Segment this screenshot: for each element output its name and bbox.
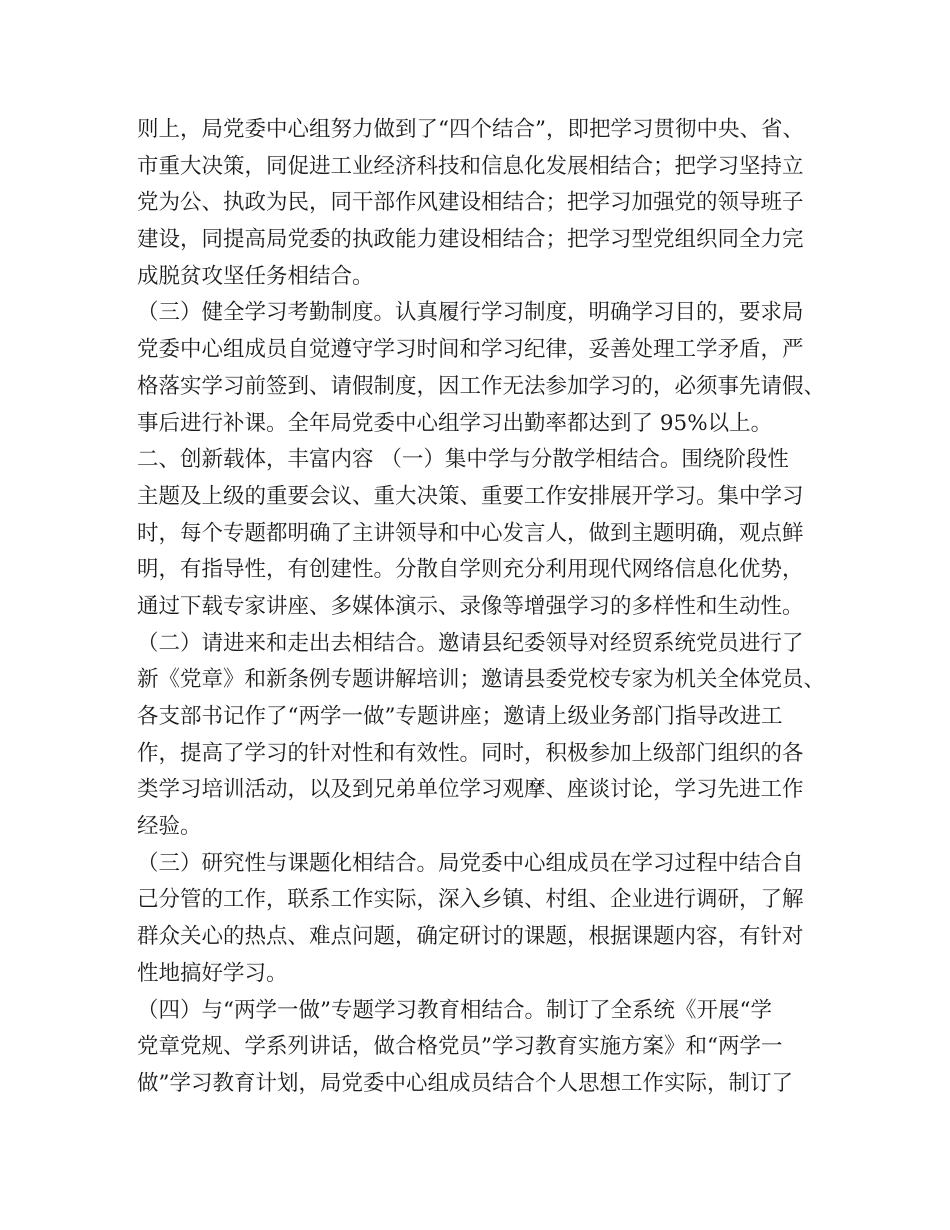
body-text xyxy=(137,112,837,1103)
text-line: （二）请进来和走出去相结合。邀请县纪委领导对经贸系统党员进行了 xyxy=(137,630,804,656)
text-line: （三）健全学习考勤制度。认真履行学习制度，明确学习目的，要求局 xyxy=(137,300,804,326)
text-line: 格落实学习前签到、请假制度，因工作无法参加学习的，必须事先请假、 xyxy=(137,373,826,399)
text-line: 类学习培训活动，以及到兄弟单位学习观摩、座谈讨论，学习先进工作 xyxy=(137,777,804,803)
text-line: 时，每个专题都明确了主讲领导和中心发言人，做到主题明确，观点鲜 xyxy=(137,520,804,546)
text-line: （四）与“两学一做”专题学习教育相结合。制订了全系统《开展“学 xyxy=(137,997,772,1023)
text-line: 二、创新载体，丰富内容 （一）集中学与分散学相结合。围绕阶段性 xyxy=(137,447,789,473)
text-line: 成脱贫攻坚任务相结合。 xyxy=(137,263,374,289)
text-line: 经验。 xyxy=(137,814,202,840)
text-line: 则上，局党委中心组努力做到了“四个结合”，即把学习贯彻中央、省、 xyxy=(137,117,804,142)
text-line: 新《党章》和新条例专题讲解培训；邀请县委党校专家为机关全体党员、 xyxy=(137,667,826,693)
text-line: 事后进行补课。全年局党委中心组学习出勤率都达到了 95%以上。 xyxy=(137,410,773,436)
text-line: 做”学习教育计划，局党委中心组成员结合个人思想工作实际，制订了 xyxy=(137,1070,793,1096)
text-line: 明，有指导性，有创建性。分散自学则充分利用现代网络信息化优势， xyxy=(137,557,804,583)
text-line: 市重大决策，同促进工业经济科技和信息化发展相结合；把学习坚持立 xyxy=(137,153,804,179)
text-line: 作，提高了学习的针对性和有效性。同时，积极参加上级部门组织的各 xyxy=(137,740,804,766)
text-line: 己分管的工作，联系工作实际，深入乡镇、村组、企业进行调研，了解 xyxy=(137,887,804,913)
text-line: （三）研究性与课题化相结合。局党委中心组成员在学习过程中结合自 xyxy=(137,850,804,876)
text-line: 党委中心组成员自觉遵守学习时间和学习纪律，妥善处理工学矛盾，严 xyxy=(137,337,804,363)
text-line: 性地搞好学习。 xyxy=(137,960,288,986)
text-line: 通过下载专家讲座、多媒体演示、录像等增强学习的多样性和生动性。 xyxy=(137,593,804,619)
text-line: 建设，同提高局党委的执政能力建设相结合；把学习型党组织同全力完 xyxy=(137,227,804,253)
text-line: 各支部书记作了“两学一做”专题讲座；邀请上级业务部门指导改进工 xyxy=(137,704,783,729)
text-line: 群众关心的热点、难点问题，确定研讨的课题，根据课题内容，有针对 xyxy=(137,924,804,950)
text-line: 党为公、执政为民，同干部作风建设相结合；把学习加强党的领导班子 xyxy=(137,190,804,216)
text-line: 党章党规、学系列讲话，做合格党员”学习教育实施方案》和“两学一 xyxy=(137,1034,783,1060)
text-line: 主题及上级的重要会议、重大决策、重要工作安排展开学习。集中学习 xyxy=(137,483,804,509)
